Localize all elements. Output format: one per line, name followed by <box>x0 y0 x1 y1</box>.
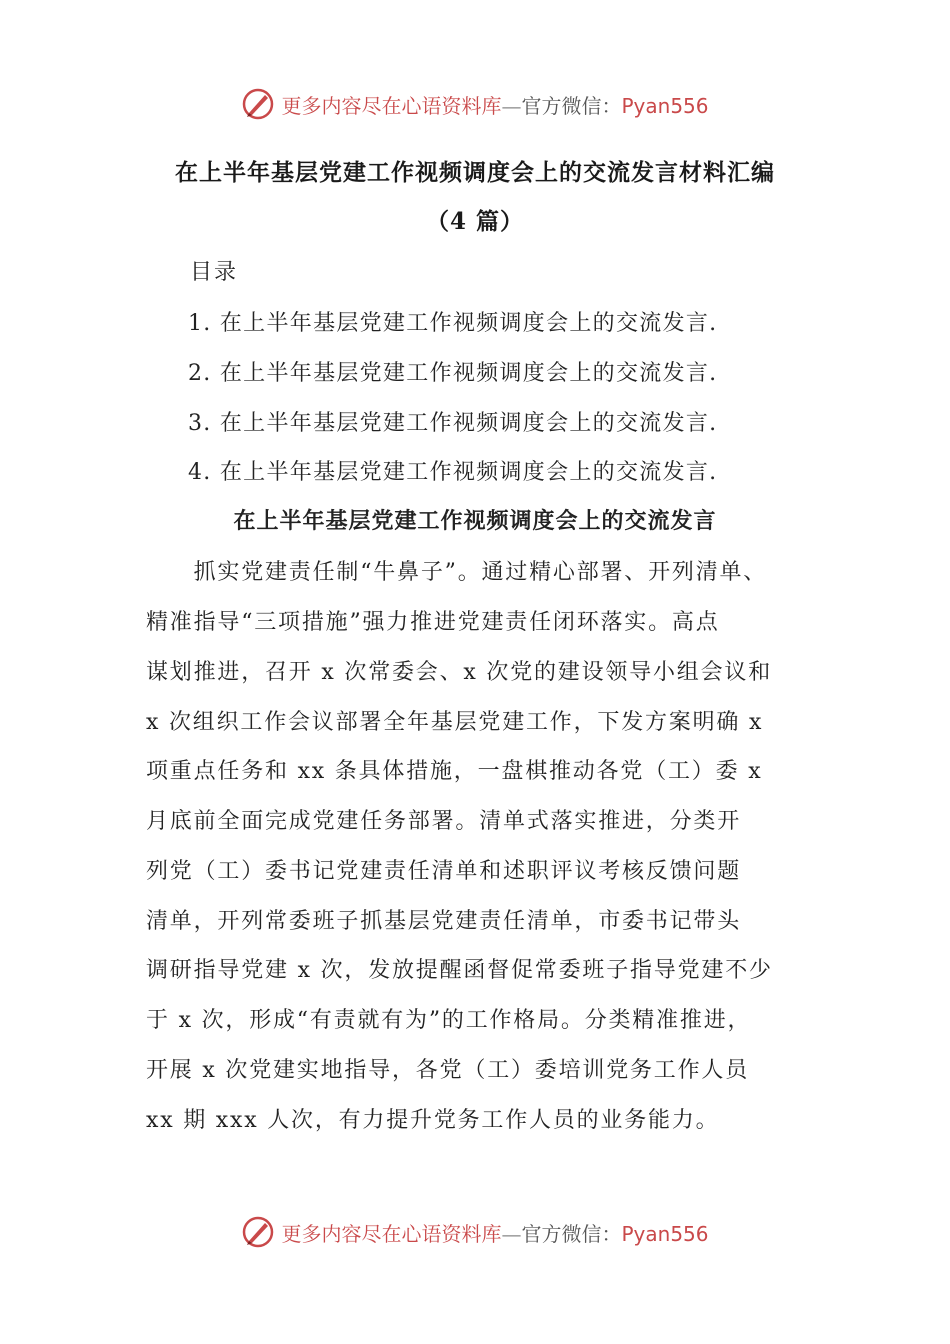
header-banner <box>0 84 950 124</box>
banner-main-text: 更多内容尽在心语资料库 <box>281 1221 502 1246</box>
banner-text <box>281 90 708 119</box>
banner-wechat-label: 官方微信： <box>521 1221 622 1246</box>
body-paragraph-line: xx 期 xxx 人次，有力提升党务工作人员的业务能力。 <box>146 1108 720 1133</box>
body-paragraph-line: 谋划推进，召开 x 次常委会、x 次党的建设领导小组会议和 <box>146 660 772 685</box>
toc-item[interactable]: 2. 在上半年基层党建工作视频调度会上的交流发言. <box>188 361 718 386</box>
body-paragraph-line: 月底前全面完成党建任务部署。清单式落实推进，分类开 <box>146 809 742 834</box>
section-title: 在上半年基层党建工作视频调度会上的交流发言 <box>233 508 717 534</box>
pen-logo-icon <box>241 1215 275 1249</box>
body-paragraph-line: 开展 x 次党建实地指导，各党（工）委培训党务工作人员 <box>146 1058 749 1083</box>
body-paragraph-line: 列党（工）委书记党建责任清单和述职评议考核反馈问题 <box>146 859 742 884</box>
body-paragraph-line: x 次组织工作会议部署全年基层党建工作，下发方案明确 x <box>146 710 764 735</box>
banner-dash: — <box>501 1221 522 1246</box>
banner-dash: — <box>501 93 522 118</box>
document-title: 在上半年基层党建工作视频调度会上的交流发言材料汇编 <box>175 159 775 186</box>
pen-logo-icon <box>241 87 275 121</box>
toc-heading: 目录 <box>190 260 239 285</box>
banner-wechat-label: 官方微信： <box>521 93 622 118</box>
body-paragraph-line: 于 x 次，形成“有责就有为”的工作格局。分类精准推进， <box>146 1008 752 1033</box>
banner-wechat-id: Pyan556 <box>621 93 709 118</box>
toc-item[interactable]: 3. 在上半年基层党建工作视频调度会上的交流发言. <box>188 411 718 436</box>
banner-wechat-id: Pyan556 <box>621 1221 709 1246</box>
footer-banner <box>0 1212 950 1252</box>
body-paragraph-line: 抓实党建责任制“牛鼻子”。通过精心部署、开列清单、 <box>146 560 768 585</box>
document-title-count: （4 篇） <box>425 208 524 235</box>
banner-main-text: 更多内容尽在心语资料库 <box>281 93 502 118</box>
toc-item[interactable]: 1. 在上半年基层党建工作视频调度会上的交流发言. <box>188 311 718 336</box>
body-paragraph-line: 清单，开列常委班子抓基层党建责任清单，市委书记带头 <box>146 909 742 934</box>
body-paragraph-line: 调研指导党建 x 次，发放提醒函督促常委班子指导党建不少 <box>146 958 773 983</box>
toc-item[interactable]: 4. 在上半年基层党建工作视频调度会上的交流发言. <box>188 460 718 485</box>
body-paragraph-line: 精准指导“三项措施”强力推进党建责任闭环落实。高点 <box>146 610 720 635</box>
banner-text <box>281 1218 708 1247</box>
body-paragraph-line: 项重点任务和 xx 条具体措施，一盘棋推动各党（工）委 x <box>146 759 763 784</box>
